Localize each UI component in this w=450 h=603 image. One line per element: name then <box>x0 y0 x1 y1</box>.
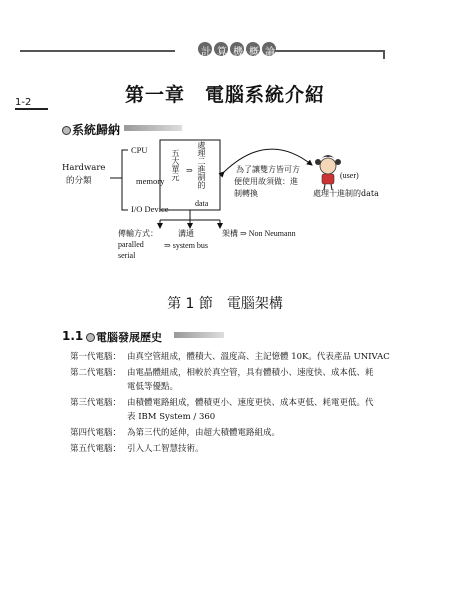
memory-label: memory <box>136 176 165 186</box>
page-number: 1-2 <box>15 97 32 108</box>
history-item-label: 第五代電腦： <box>70 444 122 454</box>
history-item-text: 由電晶體組成，相較於真空管，具有體積小、速度快、成本低、耗 <box>127 368 374 378</box>
history-item-label: 第四代電腦： <box>70 428 122 438</box>
transmission-label: 傳輸方式： <box>118 229 158 238</box>
hardware-bracket <box>122 150 128 210</box>
history-item-text: 電低等優點。 <box>127 382 179 392</box>
history-item-text: 引入人工智慧技術。 <box>127 444 204 454</box>
history-item-text: 表 IBM System / 360 <box>127 412 216 422</box>
serial-label: serial <box>118 251 136 260</box>
communication-label: 溝通 <box>178 229 194 238</box>
history-item-text: 為第三代的延伸，由超大積體電路組成。 <box>127 428 281 438</box>
system-bus-label: ⇒ system bus <box>164 241 209 250</box>
section-title: 第 1 節 電腦架構 <box>167 296 283 312</box>
architecture-label: 架構 ⇒ Non Neumann <box>222 229 296 238</box>
subsection-number: 1.1 <box>62 329 84 343</box>
arrow-label: ⇒ <box>186 166 193 175</box>
history-item-text: 由積體電路組成，體積更小、速度更快、成本更低、耗電更低。代 <box>127 398 374 408</box>
user-label: (user) <box>340 171 359 180</box>
cpu-label: CPU <box>131 145 148 155</box>
chapter-title: 第一章 電腦系統介紹 <box>124 84 325 106</box>
history-item-label: 第三代電腦： <box>70 398 122 408</box>
io-device-label: I/O Device <box>131 204 169 214</box>
history-item-text: 由真空管組成，體積大、溫度高、主記憶體 10K。代表產品 UNIVAC <box>127 352 390 362</box>
running-header-title: 計算機概論 <box>201 47 281 58</box>
hardware-label: 的分類 <box>66 176 92 186</box>
data-label: data <box>195 199 209 208</box>
conversion-note: 便使用故須做：進 <box>234 177 298 186</box>
hardware-label: Hardware <box>62 163 106 173</box>
user-icon <box>315 155 341 190</box>
conversion-note: 為了讓雙方皆可方 <box>236 165 300 174</box>
user-decimal-label: 處理十進制的data <box>313 189 379 198</box>
overview-heading: 系統歸納 <box>72 123 121 137</box>
section-bullet-icon <box>86 333 95 342</box>
parallel-label: paralled <box>118 240 144 249</box>
conversion-note: 制轉換 <box>234 189 258 198</box>
five-units-label: 五大單元 <box>171 149 180 181</box>
binary-label: 處理二進制的 <box>197 141 206 189</box>
history-item-label: 第二代電腦： <box>70 368 122 378</box>
history-item-label: 第一代電腦： <box>70 352 122 362</box>
heading-decor-bar <box>174 332 224 338</box>
subsection-heading: 電腦發展歷史 <box>96 331 162 344</box>
